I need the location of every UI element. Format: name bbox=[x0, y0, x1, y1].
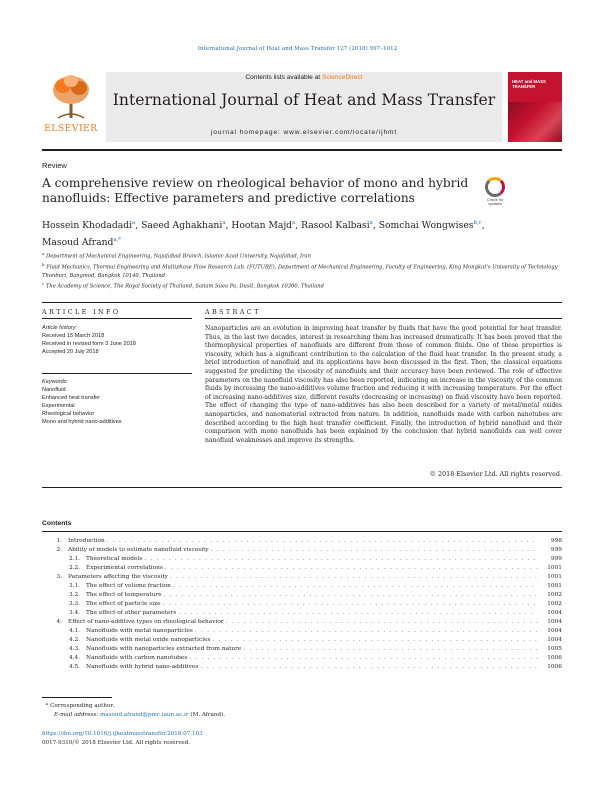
journal-reference[interactable]: International Journal of Heat and Mass Transfer 127 (2018) 997–1012 bbox=[197, 46, 398, 52]
toc-label[interactable]: Ability of models to estimate nanofluid viscosity bbox=[68, 547, 209, 554]
toc-page-number: 1006 bbox=[547, 654, 562, 661]
history-item: Accepted 20 July 2018 bbox=[42, 348, 99, 355]
keyword: Rheological behavior bbox=[42, 410, 95, 417]
toc-leader-dots bbox=[163, 601, 538, 607]
toc-number: 3.2. bbox=[68, 592, 80, 599]
journal-banner bbox=[106, 72, 502, 142]
email-link[interactable]: masoud.afrand@pmc.iaun.ac.ir bbox=[99, 712, 189, 718]
corresponding-label: Corresponding author. bbox=[50, 703, 115, 709]
toc-leader-dots bbox=[243, 646, 538, 652]
affiliation-list bbox=[42, 250, 562, 291]
toc-label[interactable]: Effect of nano-additive types on rheological behavior bbox=[68, 618, 224, 625]
toc-page-number: 1001 bbox=[547, 565, 562, 572]
toc-entry[interactable] bbox=[42, 573, 562, 582]
toc-leader-dots bbox=[165, 565, 538, 571]
abstract-end-rule bbox=[42, 487, 562, 488]
toc-label[interactable]: Theoretical models bbox=[86, 556, 143, 563]
toc-page-number: 1001 bbox=[547, 583, 562, 590]
toc-label[interactable]: Nanofluids with nanoparticles extracted from nature bbox=[86, 645, 242, 652]
elsevier-logo[interactable] bbox=[42, 72, 100, 140]
toc-leader-dots bbox=[107, 538, 538, 544]
toc-page-number: 999 bbox=[550, 556, 562, 563]
author-affil-mark[interactable]: a bbox=[222, 220, 226, 226]
toc-label[interactable]: Experimental correlations bbox=[86, 565, 163, 572]
check-updates-label: Check for updates bbox=[486, 198, 504, 207]
keywords bbox=[42, 379, 192, 426]
author-name[interactable]: Hootan Majd bbox=[231, 220, 293, 232]
toc-leader-dots bbox=[173, 583, 538, 589]
homepage-link[interactable]: www.elsevier.com/locate/ijhmt bbox=[283, 129, 398, 136]
toc-number: 4. bbox=[56, 618, 62, 625]
keyword: Experimental bbox=[42, 402, 75, 409]
contents-rule bbox=[42, 531, 562, 532]
keyword: Mono and hybrid nano-additives bbox=[42, 418, 122, 425]
keyword: Enhanced heat transfer bbox=[42, 394, 101, 401]
toc-leader-dots bbox=[170, 574, 538, 580]
toc-number: 4.4. bbox=[68, 654, 80, 661]
affiliation-mark: c bbox=[42, 281, 45, 287]
doi-link[interactable]: https://doi.org/10.1016/j.ijheatmasstransfer.2018.07.103 bbox=[42, 731, 203, 737]
toc-label[interactable]: Nanofluids with metal nanoparticles bbox=[86, 627, 193, 634]
affiliation bbox=[42, 280, 562, 291]
toc-leader-dots bbox=[164, 592, 538, 598]
toc-page-number: 1002 bbox=[547, 592, 562, 599]
affiliation-text: Fluid Mechanics, Thermal Engineering and Multiphase Flow Research Lab. (FUTURE), Department of Mechanical Engineering, Faculty of Engineering, King Mongkut's University of Technology Thonburi, Bangmod, Bangkok 10140, Thailand bbox=[42, 264, 558, 279]
toc-number: 2.1. bbox=[68, 556, 80, 563]
article-type: Review bbox=[42, 161, 67, 170]
affiliation-text: The Academy of Science, The Royal Society of Thailand, Sanam Suea Pa, Dusit, Bangkok 10300, Thailand bbox=[45, 283, 324, 290]
elsevier-tree-icon bbox=[48, 72, 94, 120]
author-name[interactable]: Saeed Aghakhani bbox=[141, 220, 223, 232]
toc-entry[interactable] bbox=[42, 582, 562, 591]
check-for-updates-badge[interactable] bbox=[480, 177, 510, 207]
toc-label[interactable]: Nanofluids with hybrid nano-additives bbox=[86, 663, 199, 670]
toc-entry[interactable] bbox=[42, 617, 562, 626]
toc-entry[interactable] bbox=[42, 591, 562, 600]
article-title: A comprehensive review on rheological behavior of mono and hybrid nanofluids: Effective parameters and predictive correlations bbox=[42, 176, 469, 206]
author-name[interactable]: Masoud Afrand bbox=[42, 237, 114, 249]
toc-label[interactable]: The effect of volume fraction bbox=[86, 583, 171, 590]
table-of-contents bbox=[42, 537, 562, 671]
toc-number: 1. bbox=[56, 538, 62, 545]
article-info-heading: ARTICLE INFO bbox=[42, 308, 121, 316]
contents-heading: Contents bbox=[42, 520, 72, 527]
toc-page-number: 1005 bbox=[547, 645, 562, 652]
author-list: Hossein Khodadadi$^a$, Saeed Aghakhani$^a$, Hootan Majd$^a$, Rasool Kalbasi$^a$, Somchai Wongwises$^{b,c}$, Masoud Afrand$^{a,*}$ bbox=[42, 220, 485, 249]
cover-pattern bbox=[508, 102, 562, 142]
check-updates-icon bbox=[485, 177, 505, 197]
sciencedirect-link[interactable]: ScienceDirect bbox=[321, 74, 363, 81]
toc-number: 2. bbox=[56, 547, 62, 554]
toc-number: 4.5. bbox=[68, 663, 80, 670]
author-affil-mark[interactable]: b,c bbox=[473, 220, 482, 226]
elsevier-wordmark: ELSEVIER bbox=[44, 124, 98, 134]
toc-number: 4.3. bbox=[68, 645, 80, 652]
journal-homepage bbox=[106, 129, 502, 136]
toc-entry[interactable] bbox=[42, 600, 562, 609]
article-history bbox=[42, 325, 192, 357]
toc-leader-dots bbox=[213, 637, 538, 643]
journal-title: International Journal of Heat and Mass Transfer bbox=[112, 91, 496, 109]
toc-page-number: 1004 bbox=[547, 618, 562, 625]
toc-number: 2.2. bbox=[68, 565, 80, 572]
history-item: Received in revised form 3 June 2018 bbox=[42, 340, 136, 347]
email-label: E-mail address: bbox=[54, 712, 100, 718]
toc-page-number: 1004 bbox=[547, 627, 562, 634]
toc-label[interactable]: The effect of other parameters bbox=[86, 609, 177, 616]
affiliation bbox=[42, 261, 562, 280]
toc-leader-dots bbox=[144, 556, 538, 562]
toc-label[interactable]: Introduction bbox=[68, 538, 105, 545]
author-name[interactable]: Somchai Wongwises bbox=[378, 220, 474, 232]
corresponding-author-note: * Corresponding author. bbox=[42, 703, 115, 709]
journal-cover-thumbnail[interactable] bbox=[508, 72, 562, 142]
toc-label[interactable]: Nanofluids with metal oxide nanoparticles bbox=[86, 636, 211, 643]
toc-number: 3.1. bbox=[68, 583, 80, 590]
toc-label[interactable]: Parameters affecting the viscosity bbox=[68, 574, 168, 581]
toc-page-number: 1001 bbox=[547, 574, 562, 581]
journal-header bbox=[42, 72, 562, 144]
toc-leader-dots bbox=[211, 547, 538, 553]
email-note bbox=[42, 711, 562, 719]
affiliation bbox=[42, 250, 562, 261]
toc-label[interactable]: Nanofluids with carbon nanotubes bbox=[86, 654, 188, 661]
author-affil-mark[interactable]: a,* bbox=[113, 237, 122, 244]
author-affil-mark[interactable]: a bbox=[132, 220, 136, 226]
toc-leader-dots bbox=[178, 610, 538, 616]
keyword: Nanofluid bbox=[42, 386, 66, 393]
toc-entry[interactable] bbox=[42, 555, 562, 564]
toc-number: 3. bbox=[56, 574, 62, 581]
email-suffix: (M. Afrand). bbox=[188, 712, 226, 718]
author-affil-mark[interactable]: a bbox=[292, 220, 296, 226]
toc-label[interactable]: The effect of particle size bbox=[86, 601, 161, 608]
affiliation-mark: a bbox=[42, 251, 45, 256]
abstract-heading: ABSTRACT bbox=[205, 308, 261, 316]
info-heading-rule bbox=[42, 318, 192, 319]
author-name[interactable]: Hossein Khodadadi bbox=[42, 220, 133, 232]
toc-entry[interactable] bbox=[42, 644, 562, 653]
contents-prefix: Contents lists available at bbox=[245, 74, 322, 81]
toc-number: 4.2. bbox=[68, 636, 80, 643]
info-divider bbox=[42, 373, 192, 374]
toc-page-number: 999 bbox=[550, 547, 562, 554]
toc-page-number: 1006 bbox=[547, 663, 562, 670]
history-label: Article history: bbox=[42, 325, 78, 331]
author-name[interactable]: Rasool Kalbasi bbox=[301, 220, 370, 232]
affiliation-mark: b bbox=[42, 261, 45, 267]
homepage-prefix: journal homepage: bbox=[210, 129, 284, 136]
toc-page-number: 1002 bbox=[547, 601, 562, 608]
abstract-copyright: © 2018 Elsevier Ltd. All rights reserved. bbox=[429, 470, 562, 478]
abstract-text: Nanoparticles are an evolution in improving heat transfer by fluids that have the good potential for heat transfer. Thus, in the last two decades, interest in researching them has increased dramatically. It has been proved that the thermophysical properties of nanofluids are different from those of common fluids. One of these properties is viscosity, which has a significant contribution to the calculation of the fluid heat transfer. In the present study, a brief introduction of nanofluid and its applications have been discussed in the first. Then, the classical equations suggested for predicting the viscosity of nanofluids and their accuracy have been reviewed. The role of effective parameters on the nanofluid viscosity has also been reported, indicating an increase in the viscosity of the common fluids by increasing the nano-additives volume fraction and reducing it with increasing temperature. For the effect of increasing nano-additives size, different results (decreasing or increasing) on fluid viscosity have been reported. The effect of changing the type of nano-additives has also been described for a variety of metal/metal oxides nanoparticles, and nanomaterial extracted from nature. In addition, nanofluids made with carbon nanotubes are described according to the high heat transfer coefficient. Finally, the introduction of hybrid nanofluid and their comparison with mono nanofluids has been explained by the conclusion that hybrid nanofluids can well cover nanofluid weaknesses and improve its strengths. bbox=[205, 325, 562, 444]
contents-available-line bbox=[106, 74, 502, 81]
author-affil-mark[interactable]: a bbox=[369, 220, 373, 226]
history-item: Received 15 March 2018 bbox=[42, 332, 105, 339]
toc-entry[interactable] bbox=[42, 662, 562, 671]
toc-entry[interactable] bbox=[42, 546, 562, 555]
toc-entry[interactable] bbox=[42, 635, 562, 644]
footnote-rule bbox=[42, 697, 112, 698]
toc-leader-dots bbox=[189, 655, 538, 661]
toc-entry[interactable] bbox=[42, 626, 562, 635]
toc-leader-dots bbox=[200, 664, 538, 670]
keywords-label: Keywords: bbox=[42, 379, 69, 385]
affiliation-text: Department of Mechanical Engineering, Najafabad Branch, Islamic Azad University, Najafabad, Iran bbox=[46, 253, 311, 260]
toc-leader-dots bbox=[195, 628, 538, 634]
toc-entry[interactable] bbox=[42, 537, 562, 546]
abstract-heading-rule bbox=[205, 318, 562, 319]
toc-page-number: 1004 bbox=[547, 609, 562, 616]
toc-entry[interactable] bbox=[42, 653, 562, 662]
toc-number: 4.1. bbox=[68, 627, 80, 634]
cover-title: HEAT and MASS TRANSFER bbox=[512, 79, 546, 89]
toc-number: 3.3. bbox=[68, 601, 80, 608]
header-rule bbox=[42, 149, 562, 151]
toc-leader-dots bbox=[226, 619, 538, 625]
toc-page-number: 1004 bbox=[547, 636, 562, 643]
toc-label[interactable]: The effect of temperature bbox=[86, 592, 162, 599]
issn-line: 0017-9310/© 2018 Elsevier Ltd. All rights reserved. bbox=[42, 740, 191, 746]
toc-entry[interactable] bbox=[42, 564, 562, 573]
section-divider bbox=[42, 302, 562, 303]
toc-page-number: 998 bbox=[550, 538, 562, 545]
toc-entry[interactable] bbox=[42, 609, 562, 618]
toc-number: 3.4. bbox=[68, 609, 80, 616]
